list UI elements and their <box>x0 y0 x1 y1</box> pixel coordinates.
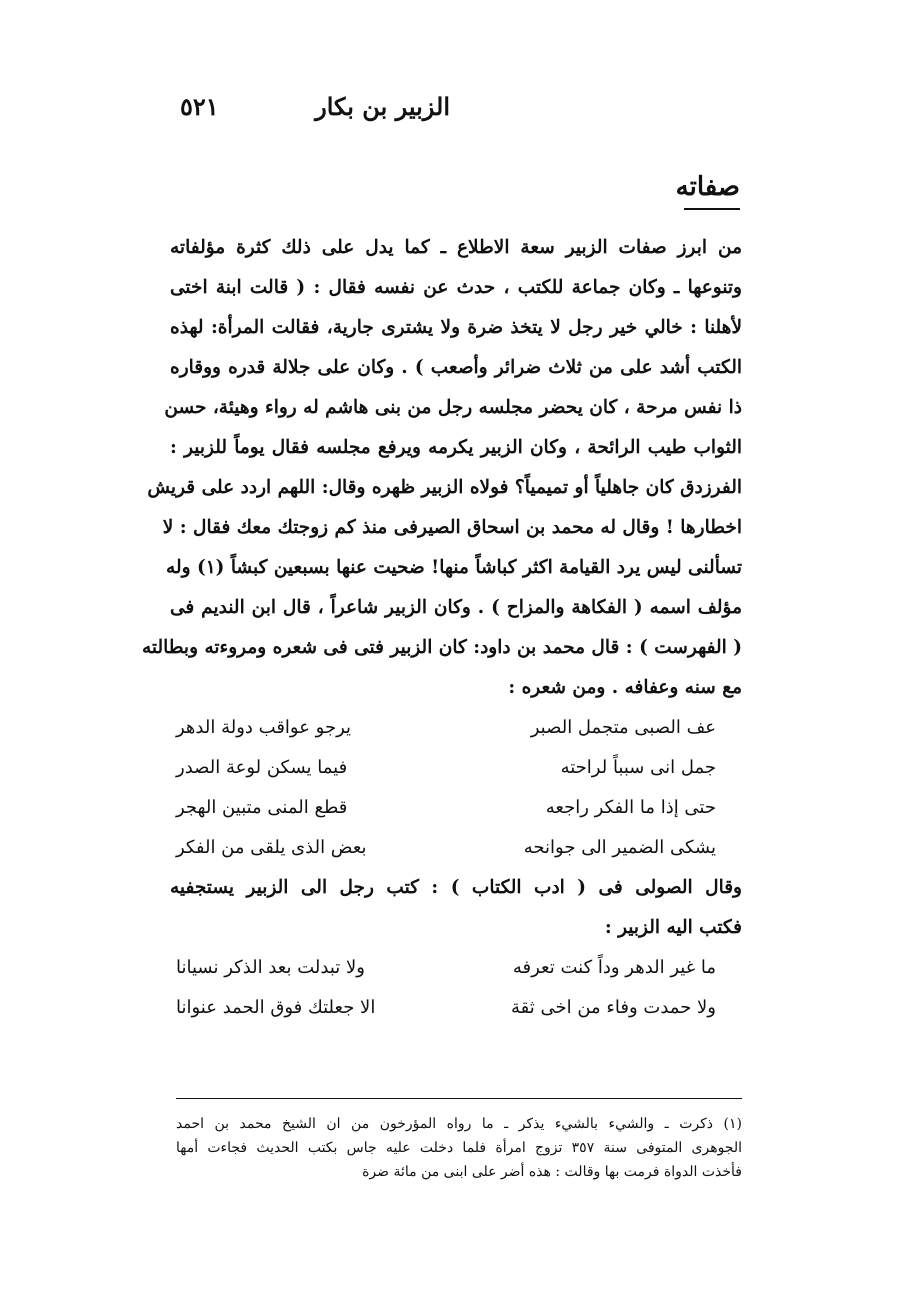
footnote-line: فأخذت الدواة فرمت بها وقالت : هذه أضر على ابنى من مائة ضرة <box>362 1164 742 1180</box>
running-title: الزبير بن بكار <box>315 92 450 121</box>
footnotes <box>176 1112 742 1184</box>
verse-second-hemistich: قطع المنى متبين الهجر <box>176 797 348 818</box>
body-text <box>141 228 742 1028</box>
text-line: الثواب طيب الرائحة ، وكان الزبير يكرمه ويرفع مجلسه فقال يوماً للزبير : <box>170 437 742 458</box>
poem-verse <box>176 828 716 868</box>
text-line: ذا نفس مرحة ، كان يحضر مجلسه رجل من بنى هاشم له رواء وهيئة، حسن <box>164 397 742 418</box>
text-line: من ابرز صفات الزبير سعة الاطلاع ـ كما يدل على ذلك كثرة مؤلفاته <box>170 237 742 258</box>
verse-first-hemistich: ما غير الدهر وداً كنت تعرفه <box>512 957 716 978</box>
text-line: الفرزدق كان جاهلياً أو تميمياً؟ فولاه الزبير ظهره وقال: اللهم اردد على قريش <box>147 477 742 498</box>
verse-first-hemistich: يشكى الضمير الى جوانحه <box>523 837 716 858</box>
text-line: مؤلف اسمه ( الفكاهة والمزاح ) . وكان الزبير شاعراً ، قال ابن النديم فى <box>170 597 742 618</box>
footnote-line: (١) ذكرت ـ والشيء بالشيء يذكر ـ ما رواه المؤرخون من ان الشيخ محمد بن احمد <box>176 1116 742 1132</box>
text-line: وتنوعها ـ وكان جماعة للكتب ، حدث عن نفسه فقال : ( قالت ابنة اختى <box>170 277 742 298</box>
footnote-line: الجوهرى المتوفى سنة ٣٥٧ تزوج امرأة فلما دخلت عليه جاس بكتب الحديث فجاءت أمها <box>176 1140 743 1156</box>
verse-second-hemistich: يرجو عواقب دولة الدهر <box>176 717 352 738</box>
poem-verse <box>176 708 716 748</box>
section-title: صفاته <box>675 172 740 202</box>
text-line: لأهلنا : خالي خير رجل لا يتخذ ضرة ولا يشترى جارية، فقالت المرأة: لهذه <box>170 317 742 338</box>
verse-second-hemistich: بعض الذى يلقى من الفكر <box>176 837 367 858</box>
text-line: فكتب اليه الزبير : <box>604 917 742 938</box>
poem-verse <box>176 988 716 1028</box>
text-line: مع سنه وعفافه . ومن شعره : <box>508 677 742 698</box>
verse-first-hemistich: حتى إذا ما الفكر راجعه <box>545 797 716 818</box>
poem-verse <box>176 948 716 988</box>
verse-first-hemistich: عف الصبى متجمل الصبر <box>530 717 716 738</box>
poem-verse <box>176 748 716 788</box>
verse-second-hemistich: الا جعلتك فوق الحمد عنوانا <box>176 997 376 1018</box>
text-line: الكتب أشد على من ثلاث ضرائر وأصعب ) . وكان على جلالة قدره ووقاره <box>170 357 742 378</box>
text-line: تسألنى ليس يرد القيامة اكثر كباشاً منها! ضحيت عنها بسبعين كبشاً (١) وله <box>166 557 742 578</box>
verse-first-hemistich: ولا حمدت وفاء من اخى ثقة <box>511 997 716 1018</box>
page-header <box>180 92 750 132</box>
text-line: وقال الصولى فى ( ادب الكتاب ) : كتب رجل الى الزبير يستجفيه <box>170 877 742 898</box>
verse-second-hemistich: فيما يسكن لوعة الصدر <box>176 757 348 778</box>
text-line: ( الفهرست ) : قال محمد بن داود: كان الزبير فتى فى شعره ومروءته وبطالته <box>141 637 742 658</box>
poem-verse <box>176 788 716 828</box>
footnote-divider <box>176 1098 742 1099</box>
title-underline <box>684 208 740 210</box>
verse-first-hemistich: جمل انى سبباً لراحته <box>560 757 716 778</box>
page-number: ٥٢١ <box>180 92 219 121</box>
text-line: اخطارها ! وقال له محمد بن اسحاق الصيرفى منذ كم زوجتك معك فقال : لا <box>162 517 742 538</box>
verse-second-hemistich: ولا تبدلت بعد الذكر نسيانا <box>176 957 365 978</box>
